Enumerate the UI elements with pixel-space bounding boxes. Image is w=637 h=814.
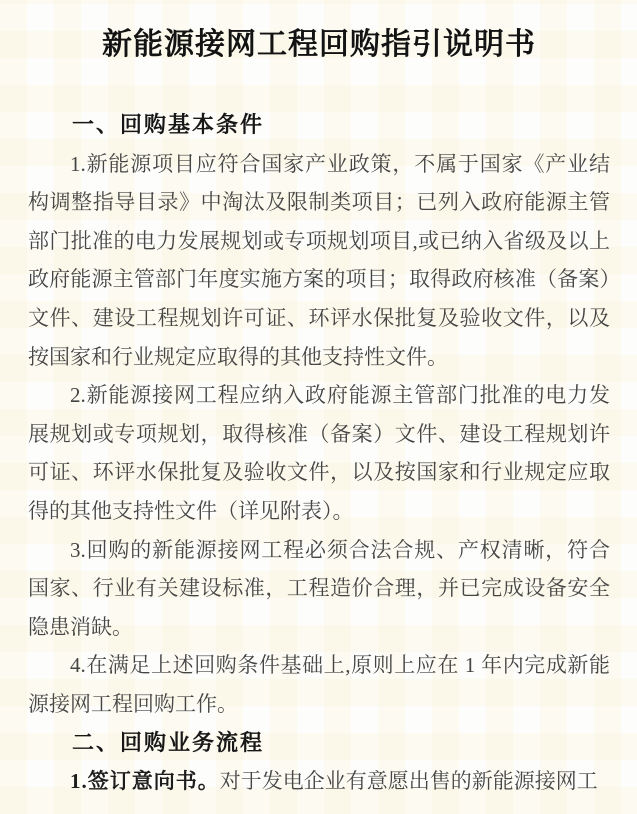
paragraph-process-1-text: 对于发电企业有意愿出售的新能源接网工: [219, 769, 598, 794]
paragraph-condition-3: 3.回购的新能源接网工程必须合法合规、产权清晰，符合国家、行业有关建设标准，工程造价合理，并已完成设备安全隐患消缺。: [28, 537, 610, 639]
paragraph-process-1: [28, 762, 610, 801]
paragraph-condition-4: 4.在满足上述回购条件基础上,原则上应在 1 年内完成新能源接网工程回购工作。: [28, 653, 610, 716]
document-title: 新能源接网工程回购指引说明书: [102, 28, 536, 61]
section-heading-buyback-process: 二、回购业务流程: [72, 729, 265, 755]
paragraph-condition-1: 1.新能源项目应符合国家产业政策，不属于国家《产业结构调整指导目录》中淘汰及限制类项目；已列入政府能源主管部门批准的电力发展规划或专项规划项目,或已纳入省级及以上政府能源主管部门年度实施方案的项目；取得政府核准（备案）文件、建设工程规划许可证、环评水保批复及验收文件，以及按国家和行业规定应取得的其他支持性文件。: [28, 151, 610, 369]
section-heading-buyback-conditions: 一、回购基本条件: [72, 112, 265, 137]
document-content: [28, 106, 610, 801]
paragraph-condition-2: 2.新能源接网工程应纳入政府能源主管部门批准的电力发展规划或专项规划，取得核准（备案）文件、建设工程规划许可证、环评水保批复及验收文件，以及按国家和行业规定应取得的其他支持性文件（详见附表）。: [28, 383, 610, 523]
paragraph-process-1-lead: 1.签订意向书。: [70, 769, 220, 794]
